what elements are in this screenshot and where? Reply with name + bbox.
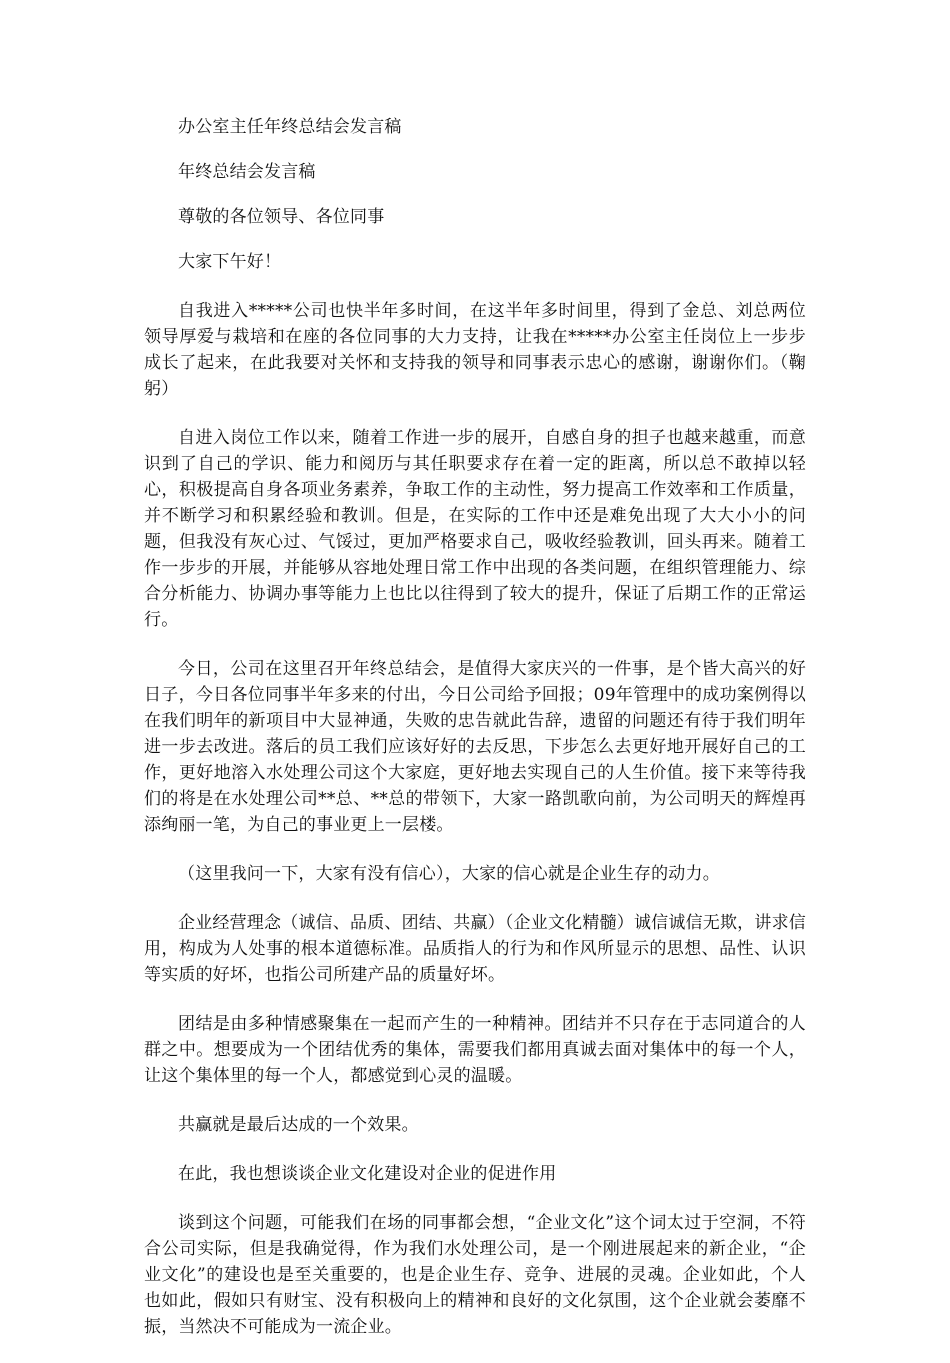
document-body	[144, 114, 806, 1363]
paragraph-2: 自进入岗位工作以来，随着工作进一步的展开，自感自身的担子也越来越重，而意识到了自己的学识、能力和阅历与其任职要求存在着一定的距离，所以总不敢掉以轻心，积极提高自身各项业务素养，争取工作的主动性，努力提高工作效率和工作质量，并不断学习和积累经验和教训。但是，在实际的工作中还是难免出现了大大小小的问题，但我没有灰心过、气馁过，更加严格要求自己，吸收经验教训，回头再来。随着工作一步步的开展，并能够从容地处理日常工作中出现的各类问题，在组织管理能力、综合分析能力、协调办事等能力上也比以往得到了较大的提升，保证了后期工作的正常运行。	[144, 428, 806, 630]
paragraph-8: 在此，我也想谈谈企业文化建设对企业的促进作用	[178, 1164, 557, 1184]
paragraph-7: 共赢就是最后达成的一个效果。	[178, 1115, 419, 1135]
document-subtitle: 年终总结会发言稿	[178, 162, 316, 182]
salutation: 尊敬的各位领导、各位同事	[178, 207, 385, 227]
paragraph-3: 今日，公司在这里召开年终总结会，是值得大家庆兴的一件事，是个皆大高兴的好日子，今日各位同事半年多来的付出，今日公司给予回报；09年管理中的成功案例得以在我们明年的新项目中大显神通，失败的忠告就此告辞，遗留的问题还有待于我们明年进一步去改进。落后的员工我们应该好好的去反思，下步怎么去更好地开展好自己的工作，更好地溶入水处理公司这个大家庭，更好地去实现自己的人生价值。接下来等待我们的将是在水处理公司**总、**总的带领下，大家一路凯歌向前，为公司明天的辉煌再添绚丽一笔，为自己的事业更上一层楼。	[144, 659, 806, 835]
greeting: 大家下午好！	[178, 252, 282, 272]
document-title: 办公室主任年终总结会发言稿	[178, 117, 402, 137]
paragraph-1: 自我进入*****公司也快半年多时间，在这半年多时间里，得到了金总、刘总两位领导厚爱与栽培和在座的各位同事的大力支持，让我在*****办公室主任岗位上一步步成长了起来，在此我要对关怀和支持我的领导和同事表示忠心的感谢，谢谢你们。（鞠躬）	[144, 301, 806, 399]
paragraph-5: 企业经营理念（诚信、品质、团结、共赢）（企业文化精髓）诚信诚信无欺，讲求信用，构成为人处事的根本道德标准。品质指人的行为和作风所显示的思想、品性、认识等实质的好坏，也指公司所建产品的质量好坏。	[144, 913, 806, 985]
paragraph-9: 谈到这个问题，可能我们在场的同事都会想，“企业文化”这个词太过于空洞，不符合公司实际，但是我确觉得，作为我们水处理公司，是一个刚进展起来的新企业，“企业文化”的建设也是至关重要的，也是企业生存、竞争、进展的灵魂。企业如此，个人也如此，假如只有财宝、没有积极向上的精神和良好的文化氛围，这个企业就会萎靡不振，当然决不可能成为一流企业。	[144, 1213, 806, 1337]
paragraph-4: （这里我问一下，大家有没有信心），大家的信心就是企业生存的动力。	[178, 864, 720, 884]
paragraph-6: 团结是由多种情感聚集在一起而产生的一种精神。团结并不只存在于志同道合的人群之中。想要成为一个团结优秀的集体，需要我们都用真诚去面对集体中的每一个人，让这个集体里的每一个人，都感觉到心灵的温暖。	[144, 1014, 806, 1086]
